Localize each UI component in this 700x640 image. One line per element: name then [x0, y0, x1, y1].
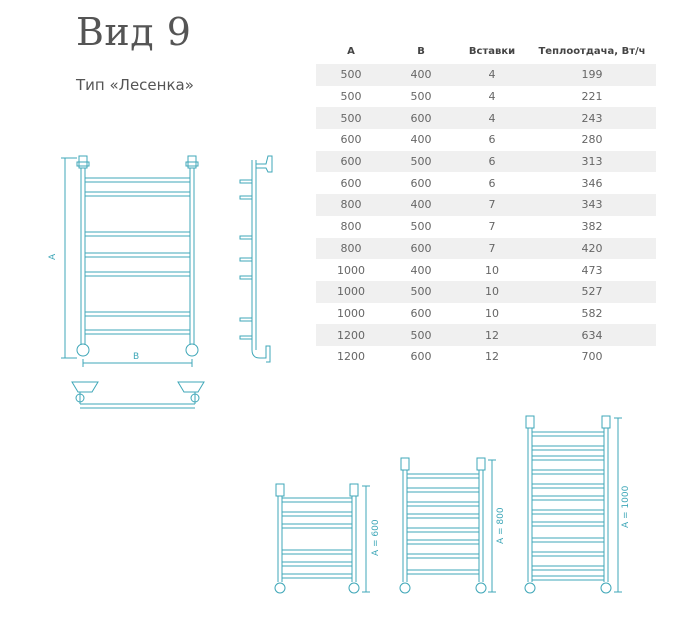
page-title: Вид 9 — [76, 10, 192, 54]
rung — [282, 512, 352, 516]
cell-a: 1200 — [337, 350, 365, 364]
bottom-view-drawing — [72, 382, 204, 408]
rung — [407, 514, 479, 518]
cell-b: 500 — [410, 90, 432, 104]
cell-heat-output: 634 — [528, 324, 656, 346]
cell-heat-output: 343 — [528, 194, 656, 216]
bottom-fitting — [476, 583, 486, 593]
front-view-drawing — [61, 156, 198, 367]
rung-stub — [240, 318, 252, 321]
bottom-fitting — [525, 583, 535, 593]
dimension-a-label: A — [48, 253, 58, 260]
rung — [85, 312, 190, 316]
cell-inserts: 10 — [485, 306, 499, 320]
cell-inserts: 4 — [456, 107, 528, 129]
cell-a: 800 — [316, 238, 386, 260]
rung-stub — [240, 196, 252, 199]
rung — [282, 574, 352, 578]
cell-inserts: 6 — [488, 133, 496, 147]
cell-inserts: 6 — [456, 151, 528, 173]
cell-b: 600 — [386, 107, 456, 129]
rung — [407, 488, 479, 492]
rung — [85, 232, 190, 236]
rung — [532, 432, 604, 436]
rung — [532, 456, 604, 460]
header-inserts: Вставки — [468, 45, 516, 57]
top-fitting — [276, 484, 284, 496]
cell-b: 400 — [386, 194, 456, 216]
cell-b: 500 — [410, 220, 432, 234]
side-view-drawing — [240, 156, 272, 362]
header-b: B — [417, 45, 425, 57]
cell-a: 600 — [340, 176, 362, 190]
rung — [532, 522, 604, 526]
size-600-label: A = 600 — [371, 519, 381, 556]
rung — [282, 524, 352, 528]
top-fitting — [477, 458, 485, 470]
top-fitting — [526, 416, 534, 428]
cell-inserts: 12 — [456, 324, 528, 346]
cell-inserts: 7 — [488, 220, 496, 234]
cell-heat-output: 582 — [581, 306, 603, 320]
rung — [532, 470, 604, 474]
cell-a: 500 — [316, 64, 386, 86]
cell-a: 800 — [316, 194, 386, 216]
cell-a: 600 — [340, 133, 362, 147]
cell-b: 500 — [386, 281, 456, 303]
dimension-b-label: B — [133, 352, 140, 362]
rung — [85, 192, 190, 196]
rung — [532, 510, 604, 514]
rung-stub — [240, 180, 252, 183]
cell-inserts: 12 — [485, 350, 499, 364]
cell-heat-output: 313 — [528, 151, 656, 173]
cell-a: 1000 — [337, 263, 365, 277]
cell-a: 1000 — [316, 281, 386, 303]
rung — [532, 484, 604, 488]
top-fitting — [350, 484, 358, 496]
top-fitting — [401, 458, 409, 470]
rung — [532, 552, 604, 556]
cell-heat-output: 527 — [528, 281, 656, 303]
rung — [532, 496, 604, 500]
cell-b: 600 — [410, 176, 432, 190]
page-subtitle: Тип «Лесенка» — [76, 76, 194, 94]
cell-a: 1000 — [337, 306, 365, 320]
header-a: A — [347, 45, 355, 57]
cell-inserts: 4 — [456, 64, 528, 86]
rung — [407, 540, 479, 544]
rung — [532, 576, 604, 580]
cell-inserts: 10 — [456, 281, 528, 303]
size-1000-label: A = 1000 — [621, 485, 631, 528]
cell-b: 600 — [410, 350, 432, 364]
cell-a: 500 — [316, 107, 386, 129]
rung — [407, 554, 479, 558]
cell-heat-output: 243 — [528, 107, 656, 129]
rung — [532, 566, 604, 570]
cell-inserts: 10 — [485, 263, 499, 277]
variant-1000-drawing — [525, 416, 622, 593]
cell-a: 800 — [340, 220, 362, 234]
cell-a: 600 — [316, 151, 386, 173]
rung — [532, 446, 604, 450]
cell-heat-output: 221 — [581, 90, 603, 104]
rung-stub — [240, 236, 252, 239]
cell-inserts: 7 — [456, 238, 528, 260]
cell-a: 1200 — [316, 324, 386, 346]
cell-b: 600 — [410, 306, 432, 320]
header-heat-output: Теплоотдача, Вт/ч — [538, 45, 646, 57]
cell-heat-output: 420 — [528, 238, 656, 260]
bottom-fitting — [349, 583, 359, 593]
cell-b: 400 — [410, 263, 432, 277]
top-fitting — [602, 416, 610, 428]
cell-b: 400 — [386, 64, 456, 86]
cell-heat-output: 199 — [528, 64, 656, 86]
bottom-fitting — [400, 583, 410, 593]
cell-heat-output: 346 — [581, 176, 603, 190]
rung — [85, 330, 190, 334]
rung — [85, 272, 190, 276]
cell-b: 400 — [410, 133, 432, 147]
variant-800-drawing — [400, 458, 496, 593]
cell-b: 600 — [386, 238, 456, 260]
cell-inserts: 7 — [456, 194, 528, 216]
cell-heat-output: 700 — [581, 350, 603, 364]
rung — [282, 550, 352, 554]
cell-inserts: 6 — [488, 176, 496, 190]
cell-inserts: 4 — [488, 90, 496, 104]
rung — [407, 502, 479, 506]
rung — [407, 474, 479, 478]
bottom-fitting — [275, 583, 285, 593]
rung — [282, 498, 352, 502]
rung — [407, 528, 479, 532]
size-800-label: A = 800 — [496, 507, 506, 544]
variant-600-drawing — [275, 484, 370, 593]
cell-heat-output: 280 — [581, 133, 603, 147]
rung — [282, 562, 352, 566]
rung — [85, 253, 190, 257]
rung — [532, 538, 604, 542]
rung-stub — [240, 336, 252, 339]
bottom-fitting — [601, 583, 611, 593]
cell-heat-output: 473 — [581, 263, 603, 277]
cell-b: 500 — [386, 324, 456, 346]
rung — [85, 178, 190, 182]
cell-heat-output: 382 — [581, 220, 603, 234]
rung-stub — [240, 258, 252, 261]
cell-a: 500 — [340, 90, 362, 104]
cell-b: 500 — [386, 151, 456, 173]
rung — [407, 570, 479, 574]
rung-stub — [240, 276, 252, 279]
